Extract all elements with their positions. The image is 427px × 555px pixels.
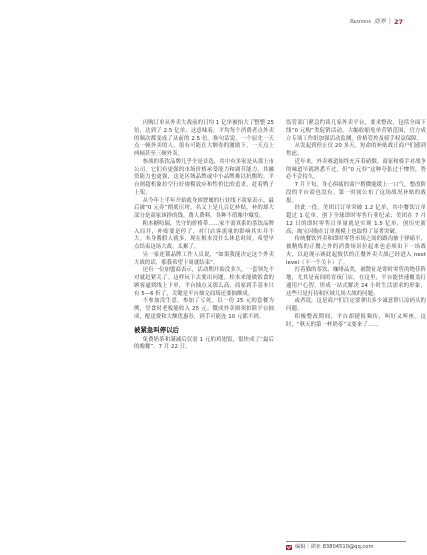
section-subheading: 被紧急叫停以后 [134, 325, 180, 334]
paragraph: 或者说，这是商户们注定要拿出多少诚意帮只凉码头的问题。 [286, 298, 426, 312]
paragraph: 从今年上半年开始就身困窘履的行业线下商家表示，最后被“0 元券”彻底压垮，名义上是几百亿补贴，补的却大部分是商家该挣的钱。费人费料，各种不值像中爆发。 [134, 197, 274, 219]
article-column-right [286, 120, 426, 329]
editor-credit: 编辑｜谭亚 83804510@qq.com [295, 544, 374, 550]
paragraph: 监管部门紧急约谈几家外卖平台，要求整改，包括全面下线“0 元购”类促销活动，大幅收缩免单营销范围，官方成立专项工作组加强活动监测，价格管控及骑手权益保障。 [286, 120, 426, 142]
paragraph: 积极整改期间，平台却捷报频传，叫好又叫座。这时，“秋天的第一杯奶茶”又要来了…… [286, 313, 426, 328]
paragraph: 参战的茶饮品牌几乎全是首选，其中有多家是从那上市公司。它们有更强的市场价格承受能力和调节能力，其融资能力也更强，这是区域品牌或中小品牌难以抗衡的。平台则超机象拉空行好规模效应和性价比的追求，赶着鸭子上架。 [134, 158, 274, 196]
paragraph: 免费奶茶和满减后仅需 1 元的鸡翅饭，很快成了“最后的晚餐”。7 月 22 日， [134, 336, 274, 351]
page-header [350, 18, 403, 26]
paragraph: 打着猫的茶饮、咖啡品类，被散征是即时零售的绝佳阵地，尤其是夜间的宵夜门店。在这里，平台能快速覆盖打通用户心智，形成一站式解决 24 小时生活需求的形象，这些只是打持和区域几场大战的问题。 [286, 267, 426, 297]
paragraph: 经此一役，美团日订单突破 1.2 亿单，其中餐饮订单超过 1 亿单，创下全球即时零售行业纪录；美团在 7 月 12 日的即时零售日单量就是实现 1.5 亿单，创历史新高；淘宝闪购在订单规模上也取得了显著突破。 [286, 205, 426, 235]
paragraph: 近年来，外卖赛道始终充斥着硝烟。商家和骑手对战争的味道早就熟悉不过，但“0 元券”这种夸张过于惨烈，势必不会持久。 [286, 158, 426, 181]
paragraph: 不参加没生意，参加了亏死，以一份 25 元的套餐为例，堂食时老板能收入 25 元；微成外卖则须扣除平台抽成，配送费和大额优惠券，到手可能连 10 元都不到。 [134, 298, 274, 320]
paragraph: 另一家连锁品牌工作人员说，“如果我能决定这个外卖大战的话，那我希望下周就结束”。 [134, 251, 274, 266]
section-name: Business [349, 19, 371, 25]
page-number: 27 [393, 18, 403, 26]
paragraph: 还有一位加盟商表示，活动期开始没多久，一套领先不对就赶紧关了。这样玩下去要出问题。栓本来能做饭食的顾客逼到线上下单，平台抽点又那么高，商家到手基本只有 5—6 折了，关键是平台抽完商场还要抽额成。 [134, 267, 274, 297]
paragraph: 闪购订单从外卖大战前的日均 1 亿单被抬大了整整 25 倍，达到了 2.5 亿单。这意味着，平均每个消费者点外卖的频次都变成了从前的 2.5 倍。换句话说，一个原先一天点一顿外卖的人，很有可能在大额券的激励下，一天点上两顿甚至三顿外卖。 [134, 120, 274, 157]
mail-icon [286, 545, 292, 550]
paragraph: 粗本糖哈瑞，失守的价格带……家不需真系的茶饮品牌入局并，补贴要是停了，对门店客流量的影响其实并不大。本身酱假人就多，现在根本没什么休息时间。希望早点结束这场大战，太累了。 [134, 220, 274, 250]
header-separator: | [388, 18, 391, 25]
paragraph: 传统餐饮外卖和即时零售市场之间的路沟被于弹痛平，被精炼的正餐之外的消费场景拉起来也必须由下一场战火，以迫现示赛此起彼伏的正餐外卖大战已经进入 next level（下一个关卡）了。 [286, 236, 426, 266]
paragraph: 7 月下旬，身心俱疲的商户稍微能缓上一口气，整改阶段的平台商也没有。第一时间公布了这场战况补贴的战报。 [286, 182, 426, 204]
article-column-left [134, 120, 274, 352]
editor-footer [286, 541, 406, 551]
paragraph: 从发起到停止仅 20 多天，短命的补贴战让商户们感到焦虑。 [286, 143, 426, 157]
subsection-name: 商界 [373, 19, 386, 25]
